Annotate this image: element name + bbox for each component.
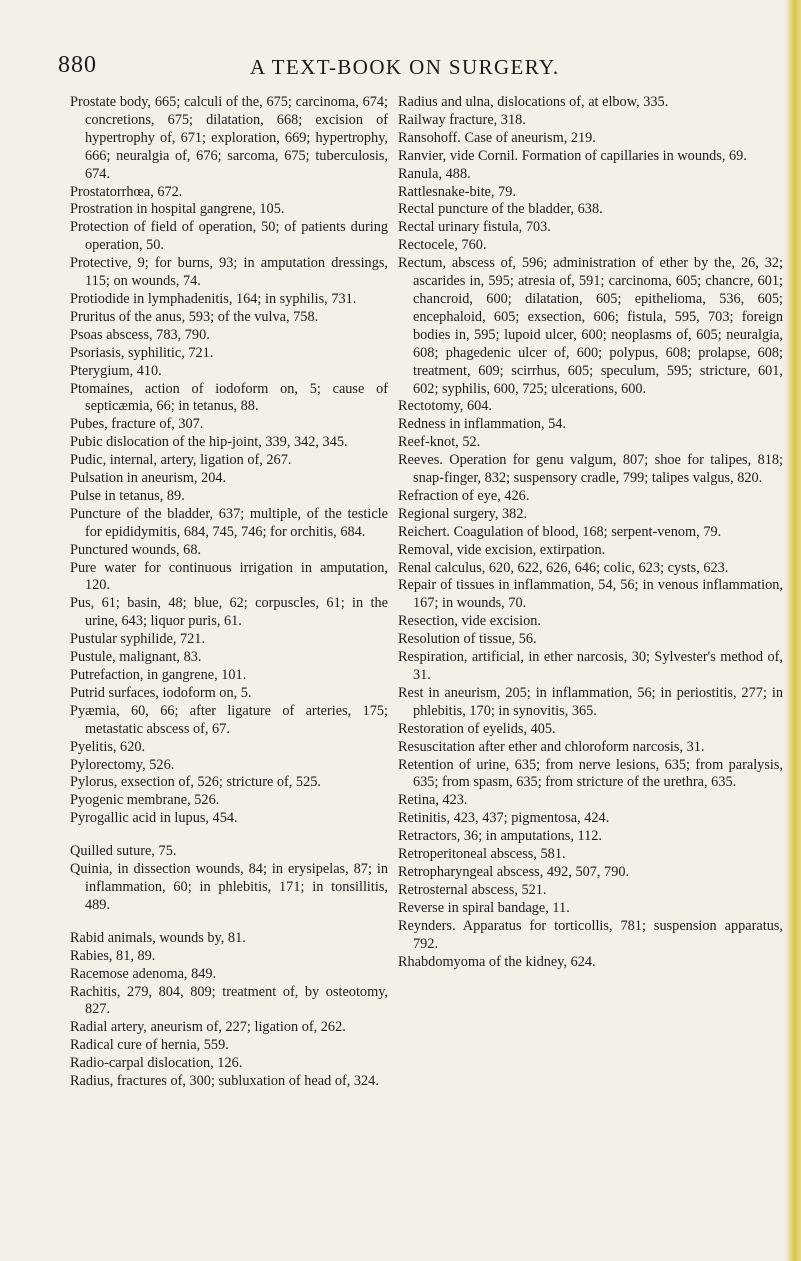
index-entry: Prostration in hospital gangrene, 105. — [70, 201, 285, 218]
index-entry: Retention of urine, 635; from nerve lesions, 635; from paralysis, 635; from spasm, 635; from stricture of the urethra, 635. — [398, 756, 783, 791]
index-entry: Pubes, fracture of, 307. — [70, 416, 204, 433]
index-entry: Retrosternal abscess, 521. — [398, 881, 547, 898]
index-entry: Redness in inflammation, 54. — [398, 416, 566, 433]
index-entry: Repair of tissues in inflammation, 54, 56; in venous inflammation, 167; in wounds, 70. — [398, 577, 783, 612]
index-entry: Pus, 61; basin, 48; blue, 62; corpuscles, 61; in the urine, 643; liquor puris, 61. — [70, 595, 388, 630]
index-entry: Rachitis, 279, 804, 809; treatment of, by osteotomy, 827. — [70, 983, 388, 1018]
index-entry: Protiodide in lymphadenitis, 164; in syphilis, 731. — [70, 290, 357, 307]
index-entry: Rectocele, 760. — [398, 237, 487, 254]
index-entry: Pylorus, exsection of, 526; stricture of, 525. — [70, 774, 321, 791]
index-entry: Pyogenic membrane, 526. — [70, 792, 220, 809]
index-entry: Reynders. Apparatus for torticollis, 781; suspension apparatus, 792. — [398, 917, 783, 952]
index-entry: Removal, vide excision, extirpation. — [398, 541, 606, 558]
index-entry: Pustule, malignant, 83. — [70, 649, 202, 666]
index-entry: Quilled suture, 75. — [70, 843, 177, 860]
index-entry: Quinia, in dissection wounds, 84; in erysipelas, 87; in inflammation, 60; in phlebitis, 171; in tonsillitis, 489. — [70, 861, 388, 913]
index-entry: Punctured wounds, 68. — [70, 541, 202, 558]
index-entry: Resolution of tissue, 56. — [398, 631, 537, 648]
index-entry: Rabies, 81, 89. — [70, 947, 156, 964]
index-entry: Pustular syphilide, 721. — [70, 631, 206, 648]
index-column-right — [398, 94, 783, 971]
index-entry: Radial artery, aneurism of, 227; ligation of, 262. — [70, 1019, 346, 1036]
index-entry: Pylorectomy, 526. — [70, 756, 175, 773]
index-entry: Retina, 423. — [398, 792, 468, 809]
index-entry: Retroperitoneal abscess, 581. — [398, 846, 566, 863]
index-entry: Rattlesnake-bite, 79. — [398, 183, 516, 200]
index-entry: Pure water for continuous irrigation in amputation, 120. — [70, 559, 388, 594]
index-column-left — [70, 94, 388, 1091]
index-entry: Ranvier, vide Cornil. Formation of capillaries in wounds, 69. — [398, 147, 747, 164]
index-entry: Puncture of the bladder, 637; multiple, of the testicle for epididymitis, 684, 745, 746; for orchitis, 684. — [70, 505, 388, 540]
index-entry: Protective, 9; for burns, 93; in amputation dressings, 115; on wounds, 74. — [70, 255, 388, 290]
index-entry: Pyelitis, 620. — [70, 738, 146, 755]
index-entry: Respiration, artificial, in ether narcosis, 30; Sylvester's method of, 31. — [398, 649, 783, 683]
index-entry: Rectum, abscess of, 596; administration of ether by the, 26, 32; ascarides in, 595; atresia of, 591; carcinoma, 605; chancre, 601; chancroid, 600; dilatation, 605; epithelioma, 536, 605; encephaloid, 605; exsection, 606; fistula, 595, 703; foreign bodies in, 595; lupoid ulcer, 600; neoplasms of, 605; neuralgia, 608; phagedenic ulcer of, 600; polypus, 608; prolapse, 608; treatment, 609; scirrhus, 605; speculum, 595; stricture, 601, 602; syphilis, 600, 725; ulcerations, 600. — [398, 255, 783, 397]
index-entry: Pruritus of the anus, 593; of the vulva, 758. — [70, 308, 319, 325]
index-entry: Racemose adenoma, 849. — [70, 965, 217, 982]
index-entry: Rabid animals, wounds by, 81. — [70, 929, 246, 946]
index-entry: Reeves. Operation for genu valgum, 807; shoe for talipes, 818; snap-finger, 832; suspensory cradle, 799; talipes valgus, 820. — [398, 452, 783, 487]
index-entry: Pudic, internal, artery, ligation of, 267. — [70, 452, 292, 469]
index-entry: Resection, vide excision. — [398, 613, 541, 630]
index-entry: Radius and ulna, dislocations of, at elbow, 335. — [398, 94, 669, 110]
index-entry: Restoration of eyelids, 405. — [398, 720, 556, 737]
index-entry: Resuscitation after ether and chloroform narcosis, 31. — [398, 738, 705, 755]
index-entry: Rectal puncture of the bladder, 638. — [398, 201, 603, 218]
index-entry: Railway fracture, 318. — [398, 111, 526, 128]
running-title: A TEXT-BOOK ON SURGERY. — [250, 55, 560, 79]
index-entry: Psoas abscess, 783, 790. — [70, 326, 210, 343]
index-entry: Prostatorrhœa, 672. — [70, 183, 183, 200]
index-entry: Rectal urinary fistula, 703. — [398, 219, 551, 236]
index-entry: Rest in aneurism, 205; in inflammation, 56; in periostitis, 277; in phlebitis, 170; in synovitis, 365. — [398, 684, 783, 719]
section-gap — [70, 915, 388, 930]
index-entry: Retropharyngeal abscess, 492, 507, 790. — [398, 863, 630, 880]
index-entry: Refraction of eye, 426. — [398, 487, 530, 504]
index-entry: Renal calculus, 620, 622, 626, 646; colic, 623; cysts, 623. — [398, 559, 729, 576]
page-header — [0, 50, 801, 84]
index-entry: Pulse in tetanus, 89. — [70, 487, 185, 504]
index-entry: Pyrogallic acid in lupus, 454. — [70, 810, 238, 827]
index-entry: Regional surgery, 382. — [398, 505, 528, 522]
index-entry: Ransohoff. Case of aneurism, 219. — [398, 129, 596, 146]
index-entry: Radius, fractures of, 300; subluxation of head of, 324. — [70, 1073, 379, 1090]
index-entry: Pulsation in aneurism, 204. — [70, 470, 227, 487]
index-entry: Ptomaines, action of iodoform on, 5; cause of septicæmia, 66; in tetanus, 88. — [70, 380, 388, 415]
index-entry: Pyæmia, 60, 66; after ligature of arteries, 175; metastatic abscess of, 67. — [70, 702, 388, 737]
index-entry: Prostate body, 665; calculi of the, 675; carcinoma, 674; concretions, 675; dilatation, 668; excision of hypertrophy of, 671; exploration, 669; hypertrophy, 666; neuralgia of, 676; sarcoma, 675; tuberculosis, 674. — [70, 94, 388, 182]
index-entry: Pubic dislocation of the hip-joint, 339, 342, 345. — [70, 434, 348, 451]
section-gap — [70, 828, 388, 843]
index-entry: Psoriasis, syphilitic, 721. — [70, 344, 214, 361]
index-entry: Rhabdomyoma of the kidney, 624. — [398, 953, 596, 970]
index-entry: Reef-knot, 52. — [398, 434, 481, 451]
page-edge — [785, 0, 801, 1261]
page-number: 880 — [58, 52, 97, 78]
index-entry: Reichert. Coagulation of blood, 168; serpent-venom, 79. — [398, 523, 722, 540]
index-entry: Protection of field of operation, 50; of patients during operation, 50. — [70, 219, 388, 254]
index-entry: Retractors, 36; in amputations, 112. — [398, 828, 602, 845]
index-entry: Reverse in spiral bandage, 11. — [398, 899, 570, 916]
index-entry: Radical cure of hernia, 559. — [70, 1037, 229, 1054]
index-entry: Putrid surfaces, iodoform on, 5. — [70, 684, 252, 701]
index-entry: Retinitis, 423, 437; pigmentosa, 424. — [398, 810, 610, 827]
index-entry: Rectotomy, 604. — [398, 398, 492, 415]
index-entry: Putrefaction, in gangrene, 101. — [70, 667, 247, 683]
index-entry: Radio-carpal dislocation, 126. — [70, 1055, 243, 1072]
index-entry: Pterygium, 410. — [70, 362, 162, 379]
index-entry: Ranula, 488. — [398, 165, 471, 182]
